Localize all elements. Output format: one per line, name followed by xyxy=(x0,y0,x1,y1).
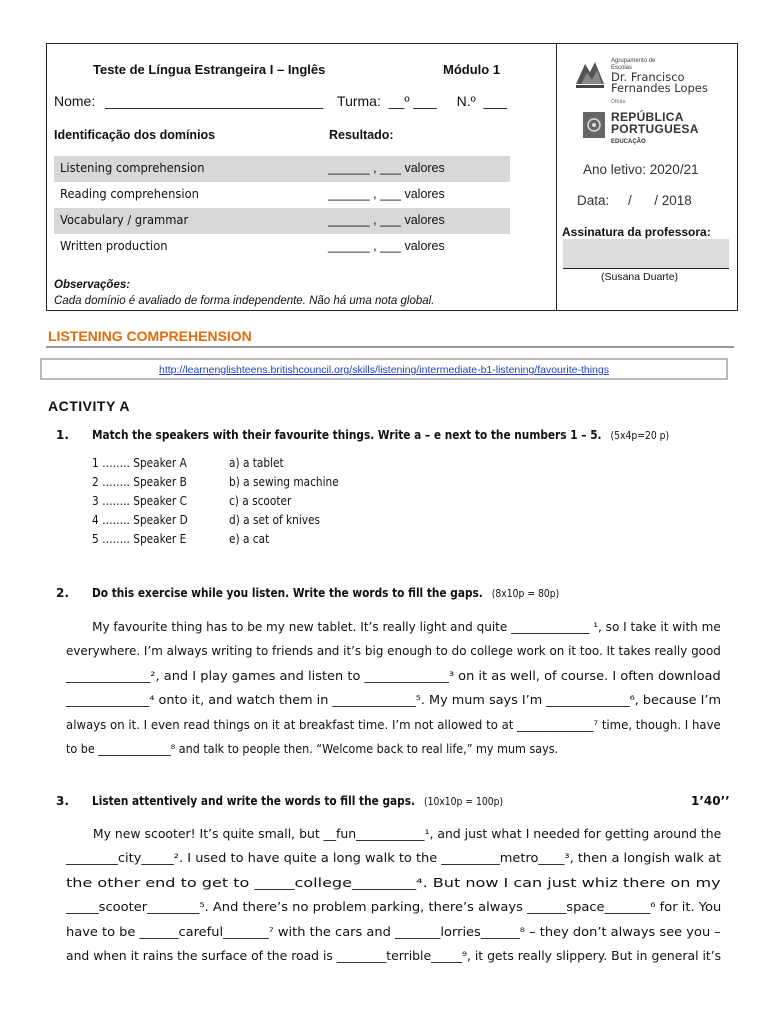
paragraph-line: _____________², and I play games and listen to _____________³ on it as well, of course. I often download xyxy=(66,668,721,683)
domain-score[interactable]: ______ , ___ valores xyxy=(328,213,445,227)
thing-option: e) a cat xyxy=(229,532,270,546)
republica-line2: PORTUGUESA xyxy=(611,122,699,136)
question-instruction: Do this exercise while you listen. Write the words to fill the gaps. xyxy=(92,586,483,600)
question-instruction: Listen attentively and write the words to fill the gaps. xyxy=(92,794,416,808)
module-label: Módulo 1 xyxy=(443,62,501,77)
paragraph-line: always on it. I even read things on it at breakfast time. I’m not allowed to at _____________⁷ time, though. I have xyxy=(66,717,721,732)
class-label: Turma: xyxy=(337,93,381,109)
list-item xyxy=(92,456,392,475)
speaker-slot[interactable]: 3 …….. Speaker C xyxy=(92,494,187,508)
header-right-panel xyxy=(557,44,737,310)
observations-text: Cada domínio é avaliado de forma independente. Não há uma nota global. xyxy=(54,295,435,307)
speaker-slot[interactable]: 1 …….. Speaker A xyxy=(92,456,187,470)
domain-score[interactable]: ______ , ___ valores xyxy=(328,239,445,253)
school-name xyxy=(611,72,723,108)
paragraph-line: ________city_____². I used to have quite a long walk to the _________metro____³, then a longish walk at xyxy=(66,851,722,866)
question-1-text xyxy=(92,428,669,442)
domain-score[interactable]: ______ , ___ valores xyxy=(328,161,445,175)
school-logo xyxy=(573,54,723,105)
list-item xyxy=(92,494,392,513)
name-line xyxy=(54,93,507,109)
audio-duration: 1’40’’ xyxy=(691,794,730,808)
question-points: (10x10p = 100p) xyxy=(423,796,504,808)
url-box xyxy=(40,358,728,380)
school-year: Ano letivo: 2020/21 xyxy=(583,162,699,177)
paragraph-line: My favourite thing has to be my new tablet. It’s really light and quite _____________ ¹, so I take it with me xyxy=(92,620,721,634)
republica-line1: REPÚBLICA xyxy=(611,110,684,124)
domain-name: Written production xyxy=(60,238,168,253)
question-points: (8x10p = 80p) xyxy=(491,588,560,600)
domain-name: Listening comprehension xyxy=(60,160,205,175)
school-group-label: Agrupamento de Escolas xyxy=(611,58,656,71)
number-label: N.º xyxy=(456,93,476,109)
class-field[interactable]: __º ___ xyxy=(388,93,437,109)
domains-table xyxy=(54,156,510,260)
question-number: 3. xyxy=(56,794,69,808)
header-left-panel xyxy=(47,44,557,310)
paragraph-line: My new scooter! It’s quite small, but __fun___________¹, and just what I needed for getting around the xyxy=(92,827,722,841)
thing-option: b) a sewing machine xyxy=(229,475,339,489)
republica-logo xyxy=(583,110,713,150)
name-field[interactable]: ____________________________ xyxy=(105,93,324,109)
domain-row xyxy=(54,208,510,234)
speaker-slot[interactable]: 5 …….. Speaker E xyxy=(92,532,187,546)
teacher-name: (Susana Duarte) xyxy=(601,271,679,283)
domain-score[interactable]: ______ , ___ valores xyxy=(328,187,445,201)
speaker-slot[interactable]: 2 …….. Speaker B xyxy=(92,475,187,489)
paragraph-line: and when it rains the surface of the road is ________terrible_____⁹, it gets really slippery. But in general it’s xyxy=(66,949,722,964)
thing-option: a) a tablet xyxy=(229,456,284,470)
domains-heading: Identificação dos domínios xyxy=(54,128,216,142)
speaker-slot[interactable]: 4 …….. Speaker D xyxy=(92,513,188,527)
paragraph-line: have to be ______careful_______⁷ with the cars and _______lorries______⁸ – they don’t always see you – xyxy=(66,924,721,939)
school-name-line2-text: Fernandes Lopes xyxy=(611,81,708,95)
thing-option: d) a set of knives xyxy=(229,513,321,527)
gap-fill-paragraph-3 xyxy=(66,822,721,968)
paragraph-line: _____________⁴ onto it, and watch them in _____________⁵. My mum says I’m _____________⁶, because I’m xyxy=(66,693,721,708)
list-item xyxy=(92,532,392,551)
school-place: Olhão xyxy=(611,99,626,105)
signature-box[interactable] xyxy=(563,239,729,269)
paragraph-line: everywhere. I’m always writing to friends and it’s big enough to do college work on it too. It takes really good xyxy=(66,644,721,659)
school-emblem-icon xyxy=(573,58,607,92)
domain-row xyxy=(54,182,510,208)
thing-option: c) a scooter xyxy=(229,494,292,508)
question-number: 2. xyxy=(56,586,69,600)
educacao-label: EDUCAÇÃO xyxy=(611,139,646,145)
number-field[interactable]: ___ xyxy=(483,93,507,109)
paragraph-line: the other end to get to _____college________⁴. But now I can just whiz there on my xyxy=(66,875,721,890)
question-number: 1. xyxy=(56,428,69,442)
date-field[interactable]: Data: / / 2018 xyxy=(577,193,692,208)
test-title: Teste de Língua Estrangeira I – Inglês xyxy=(93,62,326,77)
domain-name: Reading comprehension xyxy=(60,186,199,201)
question-3-text xyxy=(92,794,503,808)
domain-row xyxy=(54,234,510,260)
section-divider xyxy=(46,346,734,348)
question-2-text xyxy=(92,586,559,600)
section-title: LISTENING COMPREHENSION xyxy=(48,328,252,344)
observations-label: Observações: xyxy=(54,279,131,291)
republica-emblem-icon xyxy=(583,112,605,138)
school-name-line1: Dr. Francisco xyxy=(611,70,685,84)
domain-name: Vocabulary / grammar xyxy=(60,212,189,227)
school-name-line2 xyxy=(611,83,723,108)
signature-label: Assinatura da professora: xyxy=(562,225,711,239)
result-heading: Resultado: xyxy=(329,128,394,142)
list-item xyxy=(92,475,392,494)
list-item xyxy=(92,513,392,532)
question-instruction: Match the speakers with their favourite things. Write a – e next to the numbers 1 – 5. xyxy=(92,428,602,442)
name-label: Nome: xyxy=(54,93,96,109)
paragraph-line: _____scooter________⁵. And there’s no problem parking, there’s always ______space_______⁶ for it. You xyxy=(66,900,722,915)
question-points: (5x4p=20 p) xyxy=(610,430,670,442)
matching-list xyxy=(92,456,392,551)
gap-fill-paragraph-2 xyxy=(66,615,721,761)
domain-row xyxy=(54,156,510,182)
activity-heading: ACTIVITY A xyxy=(48,398,131,414)
header-box xyxy=(46,43,738,311)
republica-text xyxy=(611,111,699,135)
paragraph-line: to be _____________⁸ and talk to people then. “Welcome back to real life,” my mum says. xyxy=(66,742,559,757)
source-link[interactable]: http://learnenglishteens.britishcouncil.org/skills/listening/intermediate-b1-listening/favourite-things xyxy=(159,364,609,376)
